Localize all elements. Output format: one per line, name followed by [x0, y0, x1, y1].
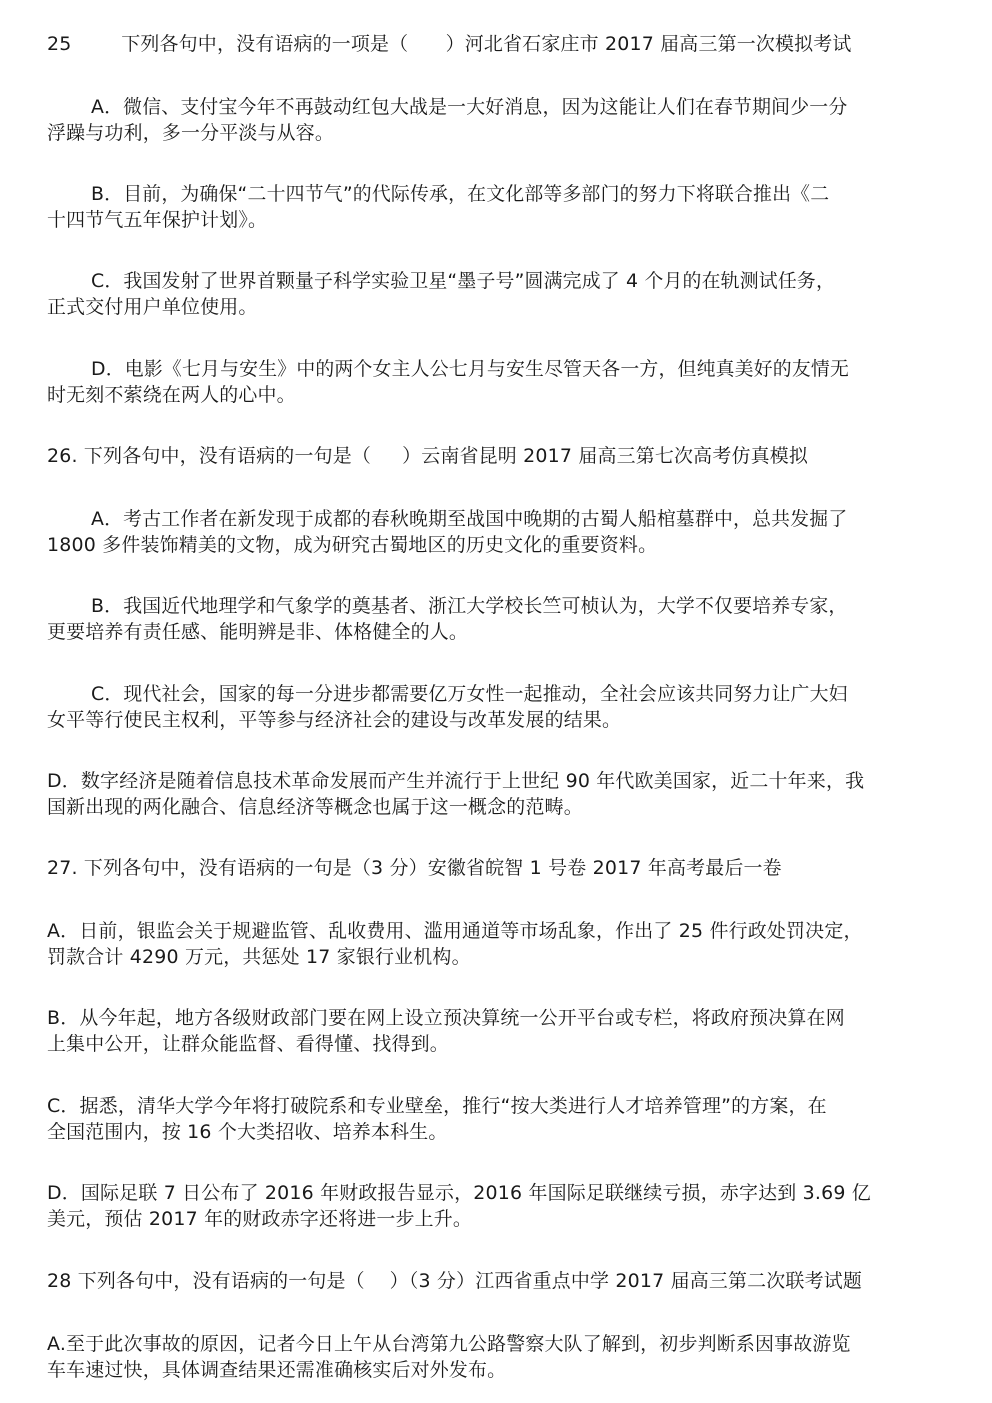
question-28-header: 28 下列各句中，没有语病的一句是（ ）（3 分）江西省重点中学 2017 届高三第二次联考试题	[47, 1270, 862, 1292]
q26-option-c-line1: C．现代社会，国家的每一分进步都需要亿万女性一起推动，全社会应该共同努力让广大妇	[91, 683, 848, 705]
question-27-header: 27. 下列各句中，没有语病的一句是（3 分）安徽省皖智 1 号卷 2017 年高考最后一卷	[47, 857, 782, 879]
q25-option-d-line2: 时无刻不萦绕在两人的心中。	[47, 384, 296, 406]
q28-option-a-line2: 车车速过快，具体调查结果还需准确核实后对外发布。	[47, 1359, 507, 1381]
q27-option-a-line1: A．日前，银监会关于规避监管、乱收费用、滥用通道等市场乱象，作出了 25 件行政处罚决定，	[47, 920, 863, 942]
q26-option-a-line1: A．考古工作者在新发现于成都的春秋晚期至战国中晚期的古蜀人船棺墓群中，总共发掘了	[91, 508, 848, 530]
q26-option-d-line2: 国新出现的两化融合、信息经济等概念也属于这一概念的范畴。	[47, 796, 583, 818]
q26-option-b-line2: 更要培养有责任感、能明辨是非、体格健全的人。	[47, 621, 469, 643]
q27-option-d-line1: D．国际足联 7 日公布了 2016 年财政报告显示，2016 年国际足联继续亏损，赤字达到 3.69 亿	[47, 1182, 871, 1204]
q27-option-c-line2: 全国范围内，按 16 个大类招收、培养本科生。	[47, 1121, 448, 1143]
q26-option-d-line1: D．数字经济是随着信息技术革命发展而产生并流行于上世纪 90 年代欧美国家，近二十年来，我	[47, 770, 865, 792]
q26-option-c-line2: 女平等行使民主权利，平等参与经济社会的建设与改革发展的结果。	[47, 709, 622, 731]
q27-option-b-line1: B．从今年起，地方各级财政部门要在网上设立预决算统一公开平台或专栏，将政府预决算在网	[47, 1007, 845, 1029]
q25-option-b-line1: B．目前，为确保“二十四节气”的代际传承，在文化部等多部门的努力下将联合推出《二	[91, 183, 830, 205]
q27-option-d-line2: 美元，预估 2017 年的财政赤字还将进一步上升。	[47, 1208, 473, 1230]
q25-option-c-line2: 正式交付用户单位使用。	[47, 296, 258, 318]
q25-option-b-line2: 十四节气五年保护计划》。	[47, 209, 268, 231]
q25-option-a-line1: A．微信、支付宝今年不再鼓动红包大战是一大好消息，因为这能让人们在春节期间少一分	[91, 96, 848, 118]
q27-option-a-line2: 罚款合计 4290 万元，共惩处 17 家银行业机构。	[47, 946, 471, 968]
question-25-header: 25 下列各句中，没有语病的一项是（ ）河北省石家庄市 2017 届高三第一次模拟考试	[47, 33, 852, 55]
q26-option-b-line1: B．我国近代地理学和气象学的奠基者、浙江大学校长竺可桢认为，大学不仅要培养专家，	[91, 595, 848, 617]
q27-option-b-line2: 上集中公开，让群众能监督、看得懂、找得到。	[47, 1033, 449, 1055]
q25-option-c-line1: C．我国发射了世界首颗量子科学实验卫星“墨子号”圆满完成了 4 个月的在轨测试任务，	[91, 270, 836, 292]
q28-option-a-line1: A.至于此次事故的原因，记者今日上午从台湾第九公路警察大队了解到，初步判断系因事故游览	[47, 1333, 851, 1355]
q26-option-a-line2: 1800 多件装饰精美的文物，成为研究古蜀地区的历史文化的重要资料。	[47, 534, 658, 556]
q25-option-a-line2: 浮躁与功利，多一分平淡与从容。	[47, 122, 335, 144]
q27-option-c-line1: C．据悉，清华大学今年将打破院系和专业壁垒，推行“按大类进行人才培养管理”的方案，在	[47, 1095, 827, 1117]
question-26-header: 26. 下列各句中，没有语病的一句是（ ）云南省昆明 2017 届高三第七次高考仿真模拟	[47, 445, 809, 467]
q25-option-d-line1: D．电影《七月与安生》中的两个女主人公七月与安生尽管天各一方，但纯真美好的友情无	[91, 358, 850, 380]
